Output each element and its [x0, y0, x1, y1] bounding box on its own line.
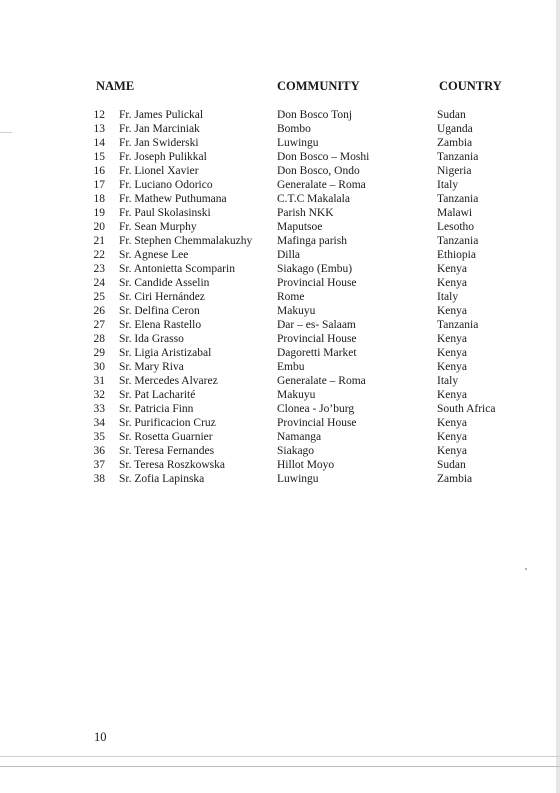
member-name: Sr. Candide Asselin	[119, 277, 210, 289]
member-name: Fr. Lionel Xavier	[119, 165, 199, 177]
list-item	[0, 122, 560, 136]
member-community: Don Bosco – Moshi	[277, 151, 370, 163]
row-number: 29	[93, 347, 105, 359]
row-number: 14	[93, 137, 105, 149]
list-item	[0, 346, 560, 360]
row-number: 36	[93, 445, 105, 457]
row-number: 18	[93, 193, 105, 205]
row-number: 21	[93, 235, 105, 247]
row-number: 13	[93, 123, 105, 135]
row-number: 22	[93, 249, 105, 261]
member-community: Provincial House	[277, 333, 357, 345]
member-country: Kenya	[437, 431, 468, 443]
member-country: Tanzania	[437, 193, 479, 205]
member-community: Luwingu	[277, 473, 319, 485]
row-number: 30	[93, 361, 105, 373]
row-number: 33	[93, 403, 105, 415]
member-country: Kenya	[437, 277, 468, 289]
page-number: 10	[94, 730, 107, 744]
member-country: Kenya	[437, 389, 468, 401]
member-name: Sr. Teresa Roszkowska	[119, 459, 225, 471]
row-number: 32	[93, 389, 105, 401]
member-name: Sr. Ligia Aristizabal	[119, 347, 212, 359]
member-country: Kenya	[437, 445, 468, 457]
row-number: 16	[93, 165, 105, 177]
member-country: Sudan	[437, 109, 466, 121]
member-name: Sr. Ciri Hernández	[119, 291, 205, 303]
member-community: Hillot Moyo	[277, 459, 335, 471]
member-community: Makuyu	[277, 389, 316, 401]
member-country: Sudan	[437, 459, 466, 471]
member-list	[0, 108, 560, 486]
member-name: Sr. Pat Lacharité	[119, 389, 196, 401]
row-number: 26	[93, 305, 105, 317]
member-country: Ethiopia	[437, 249, 476, 261]
list-item	[0, 136, 560, 150]
row-number: 24	[93, 277, 105, 289]
member-name: Sr. Elena Rastello	[119, 319, 202, 331]
list-item	[0, 444, 560, 458]
member-community: C.T.C Makalala	[277, 193, 350, 205]
row-number: 23	[93, 263, 105, 275]
member-country: Tanzania	[437, 235, 479, 247]
member-country: Tanzania	[437, 151, 479, 163]
member-community: Provincial House	[277, 417, 357, 429]
member-community: Bombo	[277, 123, 311, 135]
list-item	[0, 416, 560, 430]
member-country: Zambia	[437, 473, 473, 485]
list-item	[0, 276, 560, 290]
member-community: Luwingu	[277, 137, 319, 149]
list-item	[0, 360, 560, 374]
member-name: Sr. Rosetta Guarnier	[119, 431, 213, 443]
member-name: Fr. Sean Murphy	[119, 221, 197, 233]
bottom-rule	[0, 766, 560, 767]
row-number: 28	[93, 333, 105, 345]
member-community: Don Bosco, Ondo	[277, 165, 360, 177]
list-item	[0, 290, 560, 304]
member-community: Provincial House	[277, 277, 357, 289]
list-item	[0, 472, 560, 486]
member-community: Dagoretti Market	[277, 347, 357, 359]
member-country: South Africa	[437, 403, 496, 415]
row-number: 19	[93, 207, 105, 219]
list-item	[0, 178, 560, 192]
list-item	[0, 402, 560, 416]
member-community: Don Bosco Tonj	[277, 109, 353, 121]
row-number: 38	[93, 473, 105, 485]
member-name: Fr. Mathew Puthumana	[119, 193, 227, 205]
header-community: COMMUNITY	[277, 79, 360, 93]
member-name: Fr. Jan Swiderski	[119, 137, 199, 149]
member-country: Kenya	[437, 263, 468, 275]
row-number: 31	[93, 375, 105, 387]
list-item	[0, 192, 560, 206]
list-item	[0, 374, 560, 388]
list-item	[0, 164, 560, 178]
member-name: Sr. Patricia Finn	[119, 403, 194, 415]
member-name: Fr. Jan Marciniak	[119, 123, 200, 135]
member-country: Malawi	[437, 207, 473, 219]
scan-speck	[525, 568, 527, 570]
bottom-rule	[0, 756, 560, 757]
member-name: Sr. Antonietta Scomparin	[119, 263, 235, 275]
member-country: Italy	[437, 179, 459, 191]
member-country: Italy	[437, 375, 459, 387]
member-community: Maputsoe	[277, 221, 323, 233]
list-item	[0, 108, 560, 122]
member-name: Sr. Agnese Lee	[119, 249, 189, 261]
member-community: Generalate – Roma	[277, 375, 366, 387]
member-country: Tanzania	[437, 319, 479, 331]
member-name: Sr. Teresa Fernandes	[119, 445, 215, 457]
member-community: Siakago (Embu)	[277, 263, 353, 275]
row-number: 12	[93, 109, 105, 121]
member-name: Fr. James Pulickal	[119, 109, 204, 121]
member-community: Namanga	[277, 431, 322, 443]
member-name: Sr. Delfina Ceron	[119, 305, 200, 317]
header-name: NAME	[96, 79, 135, 93]
member-country: Kenya	[437, 347, 468, 359]
member-name: Sr. Mary Riva	[119, 361, 184, 373]
member-community: Parish NKK	[277, 207, 334, 219]
list-item	[0, 150, 560, 164]
member-name: Fr. Joseph Pulikkal	[119, 151, 207, 163]
row-number: 27	[93, 319, 105, 331]
member-name: Fr. Luciano Odorico	[119, 179, 213, 191]
row-number: 25	[93, 291, 105, 303]
list-item	[0, 332, 560, 346]
member-country: Kenya	[437, 305, 468, 317]
list-item	[0, 430, 560, 444]
member-community: Mafinga parish	[277, 235, 347, 247]
member-country: Zambia	[437, 137, 473, 149]
member-country: Uganda	[437, 123, 473, 135]
member-community: Clonea - Jo’burg	[277, 403, 355, 415]
member-country: Nigeria	[437, 165, 472, 177]
list-item	[0, 262, 560, 276]
list-item	[0, 248, 560, 262]
member-country: Kenya	[437, 361, 468, 373]
member-name: Fr. Paul Skolasinski	[119, 207, 211, 219]
member-country: Kenya	[437, 333, 468, 345]
member-name: Sr. Mercedes Alvarez	[119, 375, 218, 387]
row-number: 34	[93, 417, 105, 429]
list-item	[0, 206, 560, 220]
row-number: 17	[93, 179, 105, 191]
list-item	[0, 318, 560, 332]
member-name: Sr. Zofia Lapinska	[119, 473, 205, 485]
row-number: 37	[93, 459, 105, 471]
row-number: 35	[93, 431, 105, 443]
member-country: Lesotho	[437, 221, 475, 233]
list-item	[0, 304, 560, 318]
list-item	[0, 220, 560, 234]
member-name: Fr. Stephen Chemmalakuzhy	[119, 235, 253, 247]
list-item	[0, 388, 560, 402]
table-header	[0, 79, 560, 95]
member-community: Makuyu	[277, 305, 316, 317]
member-community: Siakago	[277, 445, 315, 457]
header-country: COUNTRY	[439, 79, 502, 93]
member-community: Dilla	[277, 249, 300, 261]
member-community: Dar – es- Salaam	[277, 319, 356, 331]
row-number: 15	[93, 151, 105, 163]
list-item	[0, 458, 560, 472]
row-number: 20	[93, 221, 105, 233]
member-country: Kenya	[437, 417, 468, 429]
member-community: Rome	[277, 291, 305, 303]
member-name: Sr. Ida Grasso	[119, 333, 184, 345]
member-community: Embu	[277, 361, 305, 373]
list-item	[0, 234, 560, 248]
member-community: Generalate – Roma	[277, 179, 366, 191]
member-name: Sr. Purificacion Cruz	[119, 417, 216, 429]
member-country: Italy	[437, 291, 459, 303]
